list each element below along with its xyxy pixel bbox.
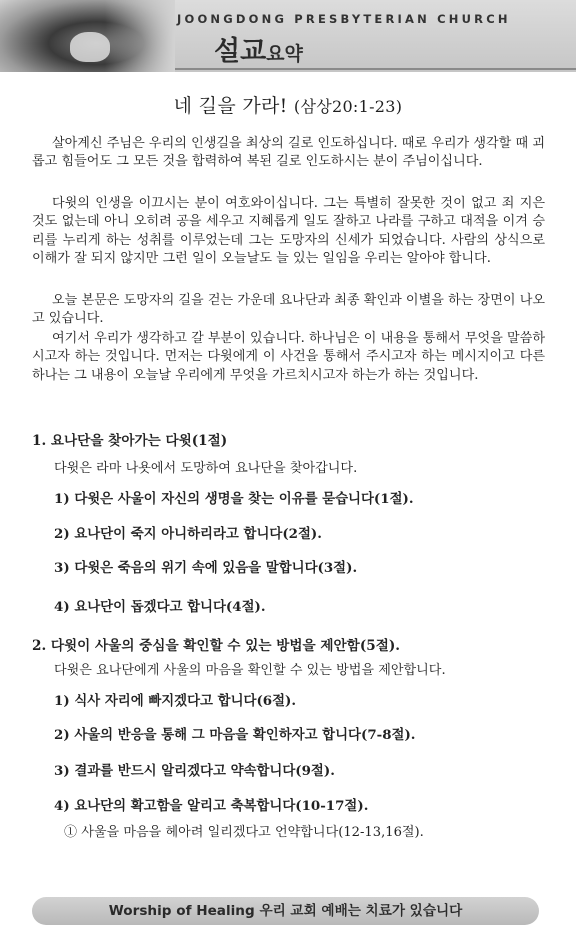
intro-paragraph: 살아계신 주님은 우리의 인생길을 최상의 길로 인도하십니다. 때로 우리가 생각할 때 괴롭고 힘들어도 그 모든 것을 합력하여 복된 길로 인도하시는 분이 주님이십니다.	[32, 136, 545, 170]
praying-hands-shape	[70, 32, 110, 62]
bulletin-title-big: 설교	[214, 36, 267, 67]
outline-item: 4) 요나단이 돕겠다고 합니다(4절).	[54, 599, 266, 615]
sermon-title	[0, 91, 576, 118]
scripture-reference: (삼상20:1-23)	[293, 97, 403, 116]
outline-item: 4) 요나단의 확고함을 알리고 축복합니다(10-17절).	[54, 798, 369, 814]
outline-item: 1) 식사 자리에 빠지겠다고 합니다(6절).	[54, 693, 297, 709]
praying-person-photo	[0, 0, 175, 72]
bulletin-title	[214, 29, 303, 68]
header-divider	[175, 68, 576, 70]
church-name: JOONGDONG PRESBYTERIAN CHURCH	[177, 12, 511, 26]
outline-item: 2) 사울의 반응을 통해 그 마음을 확인하자고 합니다(7-8절).	[54, 727, 416, 743]
outline-subitem: ① 사울을 마음을 헤아려 일리겠다고 언약합니다(12-13,16절).	[64, 825, 424, 840]
footer-slogan-bar: Worship of Healing 우리 교회 예배는 치료가 있습니다	[32, 897, 539, 925]
section-intro: 다윗은 라마 나욧에서 도망하여 요나단을 찾아갑니다.	[54, 461, 358, 476]
section-heading: 2. 다윗이 사울의 중심을 확인할 수 있는 방법을 제안함(5절).	[32, 638, 400, 654]
intro-paragraph: 여기서 우리가 생각하고 갈 부분이 있습니다. 하나님은 이 내용을 통해서 무엇을 말씀하시고자 하는 것입니다. 먼저는 다윗에게 이 사건을 통해서 주시고자 하는 메시지이고 다른 하나는 그 내용이 오늘날 우리에게 무엇을 가르치시고자 하는가 하는 것입니다.	[32, 331, 545, 383]
outline-item: 2) 요나단이 죽지 아니하리라고 합니다(2절).	[54, 526, 322, 542]
bulletin-title-small: 요약	[266, 43, 303, 65]
section-heading: 1. 요나단을 찾아가는 다윗(1절)	[32, 433, 228, 449]
sermon-title-text: 네 길을 가라!	[173, 95, 288, 117]
outline-item: 3) 다윗은 죽음의 위기 속에 있음을 말합니다(3절).	[54, 560, 358, 576]
section-intro: 다윗은 요나단에게 사울의 마음을 확인할 수 있는 방법을 제안합니다.	[54, 663, 446, 678]
outline-item: 1) 다윗은 사울이 자신의 생명을 찾는 이유를 묻습니다(1절).	[54, 491, 414, 507]
intro-paragraph: 다윗의 인생을 이끄시는 분이 여호와이십니다. 그는 특별히 잘못한 것이 없고 죄 지은 것도 없는데 아니 오히려 공을 세우고 지혜롭게 일도 잘하고 나라를 구하고 대적을 이겨 승리를 누리게 하는 성취를 이루었는데 그는 도망자의 신세가 되었습니다. 사람의 상식으로 이해가 잘 되지 않지만 그런 일이 오늘날도 늘 있는 일임을 우리는 알아야 합니다.	[32, 196, 545, 267]
intro-paragraph: 오늘 본문은 도망자의 길을 걷는 가운데 요나단과 최종 확인과 이별을 하는 장면이 나오고 있습니다.	[32, 293, 545, 327]
header-banner	[0, 0, 576, 72]
outline-item: 3) 결과를 반드시 알리겠다고 약속합니다(9절).	[54, 763, 335, 779]
